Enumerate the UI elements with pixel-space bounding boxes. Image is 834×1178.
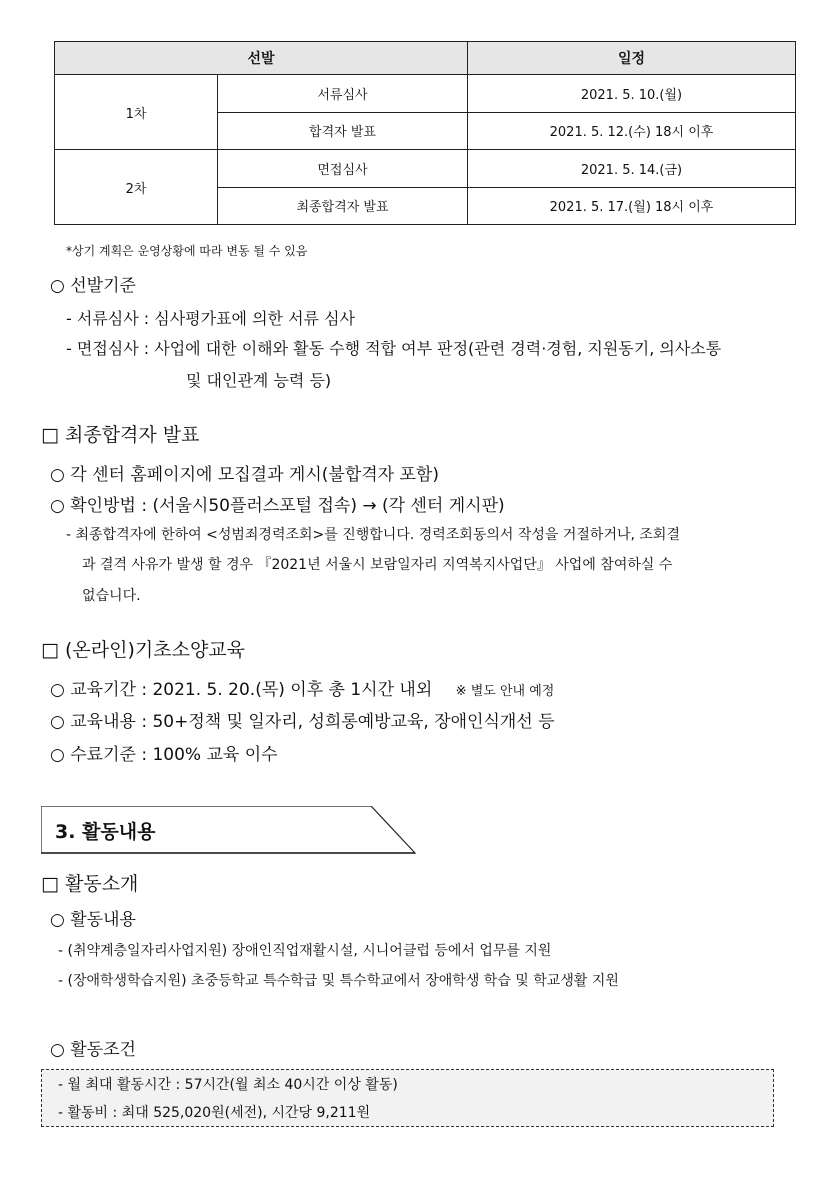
activity-content-item: - (취약계층일자리사업지원) 장애인직업재활시설, 시니어클럽 등에서 업무를 지원 — [58, 943, 552, 959]
stage-1: 1차 — [55, 75, 218, 150]
criteria-title: ○ 선발기준 — [50, 276, 136, 296]
final-detail: 과 결격 사유가 발생 할 경우 『2021년 서울시 보람일자리 지역복지사업단』 사업에 참여하실 수 — [82, 557, 673, 573]
final-detail: 없습니다. — [82, 588, 141, 604]
activity-content-item: - (장애학생학습지원) 초중등학교 특수학급 및 특수학교에서 장애학생 학습 및 학교생활 지원 — [58, 973, 619, 989]
schedule-table — [54, 41, 796, 225]
criteria-item: - 면접심사 : 사업에 대한 이해와 활동 수행 적합 여부 판정(관련 경력·경험, 지원동기, 의사소통 — [66, 339, 722, 358]
edu-content: ○ 교육내용 : 50+정책 및 일자리, 성희롱예방교육, 장애인식개선 등 — [50, 712, 555, 732]
header-schedule: 일정 — [468, 42, 796, 75]
edu-period — [50, 675, 554, 700]
edu-title: □ (온라인)기초소양교육 — [41, 639, 246, 661]
stage-date: 2021. 5. 17.(월) 18시 이후 — [468, 187, 796, 224]
activity-condition-title: ○ 활동조건 — [50, 1040, 136, 1060]
final-circle-2: ○ 확인방법 : (서울시50플러스포털 접속) → (각 센터 게시판) — [50, 496, 505, 516]
stage-date: 2021. 5. 14.(금) — [468, 150, 796, 187]
stage-date: 2021. 5. 10.(월) — [468, 75, 796, 112]
final-circle-1: ○ 각 센터 홈페이지에 모집결과 게시(불합격자 포함) — [50, 465, 439, 485]
stage-2: 2차 — [55, 150, 218, 225]
condition-item: - 월 최대 활동시간 : 57시간(월 최소 40시간 이상 활동) — [58, 1077, 398, 1093]
activity-content-title: ○ 활동내용 — [50, 910, 136, 930]
section-3-header — [41, 806, 416, 855]
stage-item: 최종합격자 발표 — [218, 187, 468, 224]
condition-box — [41, 1069, 774, 1127]
activity-title: □ 활동소개 — [41, 873, 139, 895]
stage-item: 합격자 발표 — [218, 112, 468, 149]
stage-item: 서류심사 — [218, 75, 468, 112]
edu-period-note: ※ 별도 안내 예정 — [455, 684, 555, 699]
stage-date: 2021. 5. 12.(수) 18시 이후 — [468, 112, 796, 149]
final-detail: - 최종합격자에 한하여 <성범죄경력조회>를 진행합니다. 경력조회동의서 작성을 거절하거나, 조회결 — [66, 527, 680, 543]
schedule-note: *상기 계획은 운영상황에 따라 변동 될 수 있음 — [66, 244, 308, 258]
section-3-title: 3. 활동내용 — [55, 821, 156, 843]
stage-item: 면접심사 — [218, 150, 468, 187]
criteria-item: 및 대인관계 능력 등) — [186, 371, 332, 390]
edu-completion: ○ 수료기준 : 100% 교육 이수 — [50, 745, 278, 765]
edu-period-text: ○ 교육기간 : 2021. 5. 20.(목) 이후 총 1시간 내외 — [50, 680, 433, 700]
header-selection: 선발 — [55, 42, 468, 75]
condition-item: - 활동비 : 최대 525,020원(세전), 시간당 9,211원 — [58, 1105, 371, 1121]
criteria-item: - 서류심사 : 심사평가표에 의한 서류 심사 — [66, 309, 355, 328]
final-title: □ 최종합격자 발표 — [41, 424, 200, 446]
